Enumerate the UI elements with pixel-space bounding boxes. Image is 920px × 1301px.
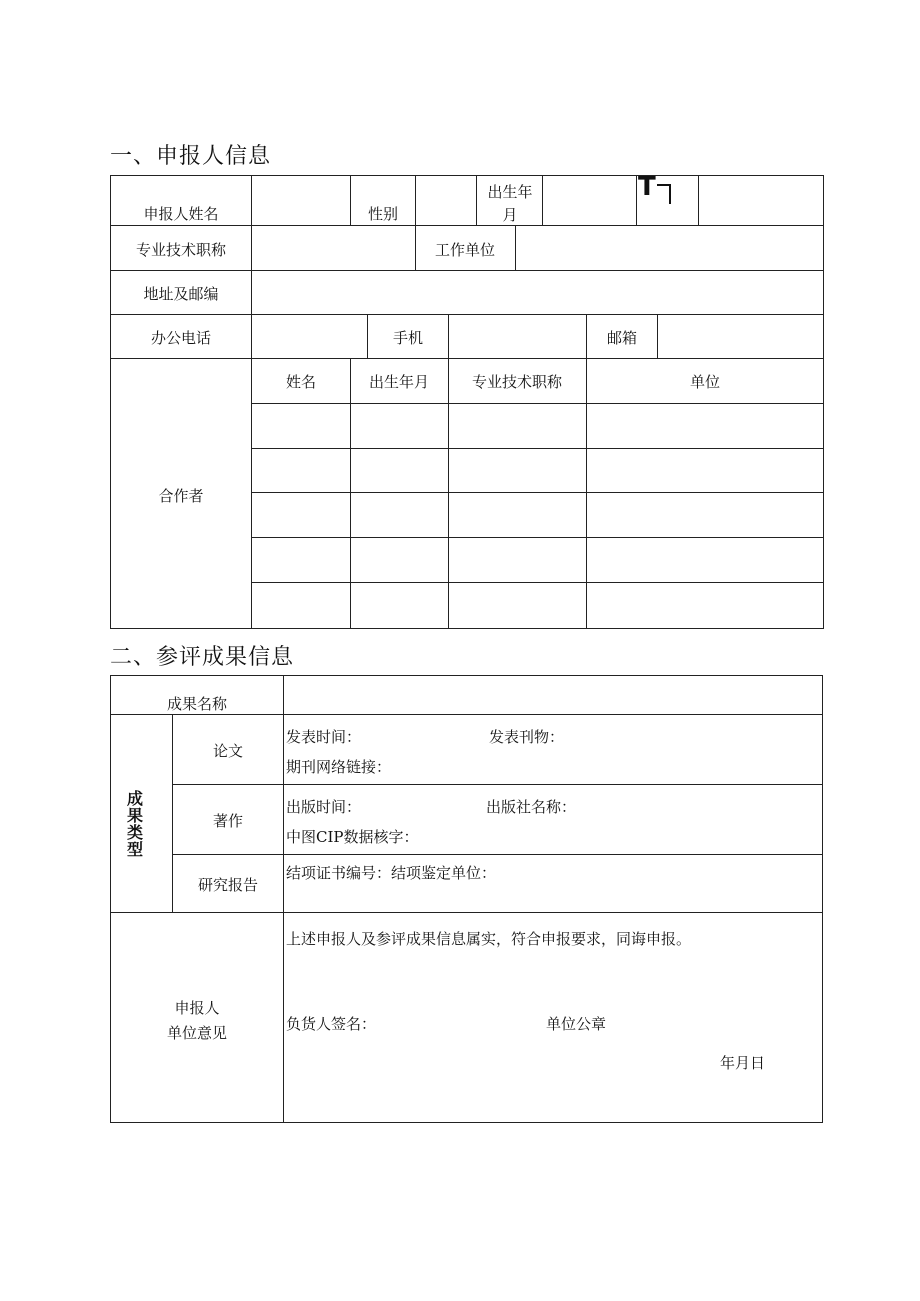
photo-bracket-icon <box>657 184 671 204</box>
book-label: 著作 <box>212 812 244 830</box>
mobile-label: 手机 <box>392 329 424 347</box>
work-unit-label: 工作单位 <box>434 241 496 259</box>
office-phone-label: 办公电话 <box>150 329 212 347</box>
section-2-title: 二、参评成果信息 <box>110 645 295 670</box>
achievement-name-label: 成果名称 <box>166 695 228 713</box>
collaborators-label: 合作者 <box>158 487 204 505</box>
collab-header-name: 姓名 <box>285 373 317 391</box>
collab-header-birth: 出生年月 <box>368 373 430 391</box>
photo-corner-mark: T <box>638 172 656 202</box>
paper-journal: 发表刊物： <box>489 728 565 746</box>
professional-title-label: 专业技术职称 <box>135 241 227 259</box>
paper-publish-time: 发表时间： <box>286 728 362 746</box>
birth-label-line1: 出生年 <box>487 183 533 201</box>
book-publish-time: 出版时间： <box>286 798 362 816</box>
date-label: 年月日 <box>720 1054 766 1072</box>
section-1-title: 一、申报人信息 <box>110 144 272 169</box>
book-cip: 中图CIP数据核字： <box>286 828 419 846</box>
gender-label: 性别 <box>367 205 399 223</box>
achievement-type-label: 成果类型 <box>126 789 143 859</box>
book-publisher: 出版社名称： <box>486 798 577 816</box>
opinion-label-line1: 申报人 <box>174 999 220 1017</box>
report-label: 研究报告 <box>197 876 259 894</box>
opinion-statement: 上述申报人及参评成果信息属实，符合申报要求，同诲申报。 <box>286 930 692 948</box>
collab-header-title: 专业技术职称 <box>471 373 563 391</box>
seal-label: 单位公章 <box>546 1015 607 1033</box>
paper-online-link: 期刊网络链接： <box>286 758 392 776</box>
birth-label-line2: 月 <box>502 206 518 224</box>
paper-label: 论文 <box>212 742 244 760</box>
report-details: 结项证书编号：结项鉴定单位： <box>286 864 497 882</box>
signature-label: 负货人签名： <box>286 1015 377 1033</box>
collab-header-unit: 单位 <box>689 373 721 391</box>
address-label: 地址及邮编 <box>143 285 219 303</box>
email-label: 邮箱 <box>606 329 638 347</box>
applicant-name-label: 申报人姓名 <box>143 205 219 223</box>
opinion-label-line2: 单位意见 <box>166 1024 228 1042</box>
